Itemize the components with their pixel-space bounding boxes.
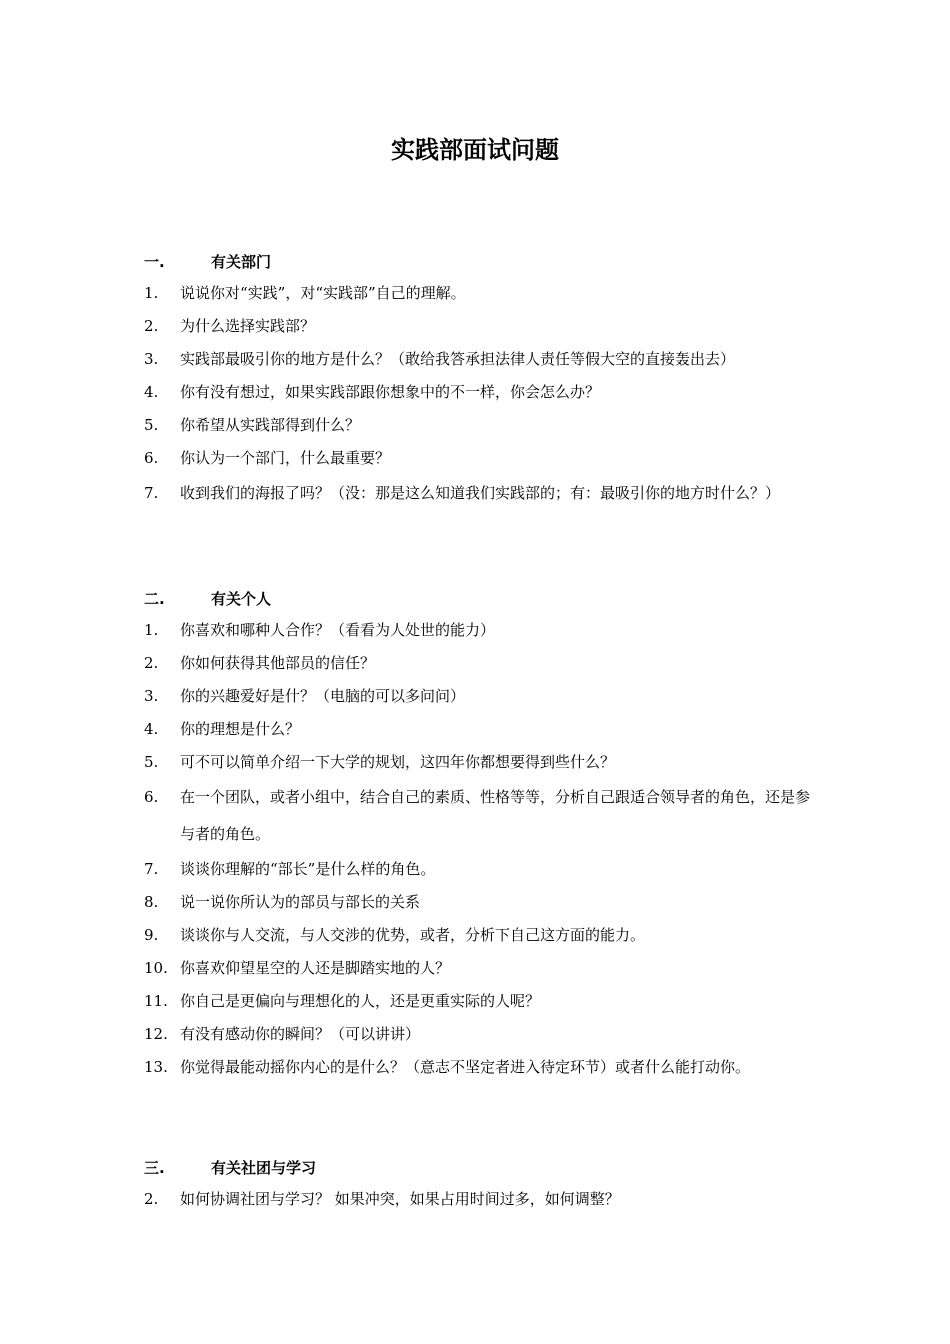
section-club-study <box>0 1153 950 1216</box>
section-number: 一. <box>144 253 165 271</box>
item-text: 你觉得最能动摇你内心的是什么？（意志不坚定者进入待定环节）或者什么能打动你。 <box>180 1058 751 1076</box>
list-item <box>0 310 950 343</box>
item-text: 可不可以简单介绍一下大学的规划，这四年你都想要得到些什么？ <box>180 753 616 771</box>
item-number: 1. <box>144 284 159 302</box>
item-text: 你喜欢和哪种人合作？（看看为人处世的能力） <box>180 621 496 639</box>
list-item <box>0 713 950 746</box>
item-number: 8. <box>144 893 159 911</box>
item-number: 2. <box>144 1190 159 1208</box>
item-number: 3. <box>144 350 159 368</box>
item-number: 5. <box>144 416 159 434</box>
item-text: 实践部最吸引你的地方是什么？（敢给我答承担法律人责任等假大空的直接轰出去） <box>180 350 736 368</box>
list-item <box>0 277 950 310</box>
section-heading <box>0 247 950 277</box>
list-item <box>0 886 950 919</box>
list-item <box>0 919 950 952</box>
item-text: 你如何获得其他部员的信任？ <box>180 654 376 672</box>
list-item <box>0 680 950 713</box>
list-item <box>0 1018 950 1051</box>
list-item <box>0 853 950 886</box>
item-text: 说说你对“实践”，对“实践部”自己的理解。 <box>180 284 466 302</box>
section-department <box>0 247 950 512</box>
item-text: 你希望从实践部得到什么？ <box>180 416 361 434</box>
item-text: 你自己是更偏向与理想化的人，还是更重实际的人呢？ <box>180 992 541 1010</box>
list-item <box>0 376 950 409</box>
list-item <box>0 647 950 680</box>
list-item <box>0 1183 950 1216</box>
item-number: 6. <box>144 449 159 467</box>
item-text: 你喜欢仰望星空的人还是脚踏实地的人？ <box>180 959 451 977</box>
item-number: 11. <box>144 992 168 1010</box>
list-item <box>0 614 950 647</box>
section-title: 有关部门 <box>211 253 272 271</box>
item-number: 4. <box>144 383 159 401</box>
document-title: 实践部面试问题 <box>391 136 559 164</box>
list-item <box>0 985 950 1018</box>
section-number: 三. <box>144 1159 165 1177</box>
item-text: 说一说你所认为的部员与部长的关系 <box>180 893 421 911</box>
item-text: 有没有感动你的瞬间？（可以讲讲） <box>180 1025 421 1043</box>
item-number: 7. <box>144 484 159 502</box>
item-number: 4. <box>144 720 159 738</box>
list-item <box>0 952 950 985</box>
item-text: 为什么选择实践部？ <box>180 317 316 335</box>
section-personal <box>0 584 950 1084</box>
list-item <box>0 779 950 853</box>
question-list <box>0 614 950 1084</box>
list-item <box>0 442 950 475</box>
section-number: 二. <box>144 590 165 608</box>
question-list <box>0 277 950 512</box>
item-text: 谈谈你与人交流，与人交涉的优势，或者，分析下自己这方面的能力。 <box>180 926 646 944</box>
section-heading <box>0 1153 950 1183</box>
item-text: 你有没有想过，如果实践部跟你想象中的不一样，你会怎么办？ <box>180 383 601 401</box>
list-item <box>0 343 950 376</box>
question-list <box>0 1183 950 1216</box>
item-text: 你认为一个部门，什么最重要？ <box>180 449 391 467</box>
section-title: 有关个人 <box>211 590 272 608</box>
item-number: 13. <box>144 1058 168 1076</box>
item-text: 如何协调社团与学习？ 如果冲突，如果占用时间过多，如何调整？ <box>180 1190 620 1208</box>
list-item <box>0 475 950 512</box>
section-title: 有关社团与学习 <box>211 1159 317 1177</box>
item-number: 1. <box>144 621 159 639</box>
item-number: 3. <box>144 687 159 705</box>
item-number: 2. <box>144 317 159 335</box>
item-text: 你的理想是什么？ <box>180 720 301 738</box>
list-item <box>0 409 950 442</box>
item-number: 12. <box>144 1025 168 1043</box>
item-number: 7. <box>144 860 159 878</box>
item-number: 6. <box>144 788 159 806</box>
list-item <box>0 1051 950 1084</box>
section-heading <box>0 584 950 614</box>
item-number: 5. <box>144 753 159 771</box>
item-number: 10. <box>144 959 168 977</box>
item-text: 收到我们的海报了吗？（没：那是这么知道我们实践部的；有：最吸引你的地方时什么？） <box>180 484 781 502</box>
list-item <box>0 746 950 779</box>
item-number: 9. <box>144 926 159 944</box>
item-text: 谈谈你理解的“部长”是什么样的角色。 <box>180 860 436 878</box>
item-number: 2. <box>144 654 159 672</box>
item-text: 你的兴趣爱好是什？（电脑的可以多问问） <box>180 687 466 705</box>
item-text: 在一个团队，或者小组中，结合自己的素质、性格等等，分析自己跟适合领导者的角色，还是参与者的角色。 <box>180 788 811 843</box>
